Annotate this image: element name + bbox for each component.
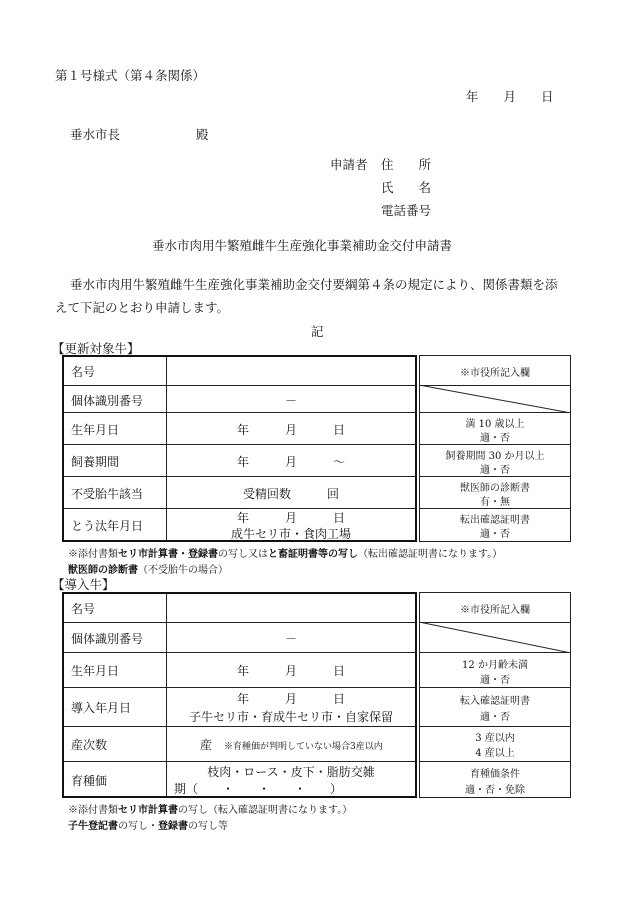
intro-source-value: 子牛セリ市・育成牛セリ市・自家保留: [188, 710, 393, 724]
office-breeding-1: 育種価条件: [470, 769, 520, 780]
office-intro-2: 適・否: [480, 712, 510, 723]
cull-date-value: 年 月 日: [236, 511, 345, 525]
intro-date-value: 年 月 日: [236, 692, 345, 706]
address-label: 住 所: [381, 157, 432, 172]
breeding-traits-value: 枝肉・ロース・皮下・脂肪交雑: [207, 765, 375, 779]
row-birth-label: 生年月日: [71, 423, 120, 437]
office-header: ※市役所記入欄: [460, 605, 530, 616]
row-id-label: 個体識別番号: [71, 394, 144, 408]
office-period-2: 適・否: [480, 465, 510, 476]
breeding-period-value: 期（ ・ ・ ・ ）: [174, 782, 343, 796]
diagonal-line: [419, 622, 571, 653]
office-birth-1: 12 か月齢未満: [462, 660, 528, 671]
office-infertile-1: 獣医師の診断書: [460, 483, 530, 494]
section2-note-2: 子牛登記書の写し・登録書の写し等: [68, 821, 228, 832]
section1-note-2: 獣医師の診断書（不受胎牛の場合）: [68, 565, 228, 576]
office-intro-1: 転入確認証明書: [460, 696, 530, 707]
id-dash: －: [284, 632, 297, 646]
row-birth-label: 生年月日: [71, 664, 120, 678]
office-birth-2: 適・否: [480, 675, 510, 686]
office-cull-1: 転出確認証明書: [460, 515, 530, 526]
row-parity-label: 産次数: [71, 738, 108, 752]
period-value: 年 月 ～: [236, 455, 345, 469]
birth-date-value: 年 月 日: [236, 423, 345, 437]
id-dash: －: [284, 394, 297, 408]
office-birth-1: 満 10 歳以上: [465, 419, 525, 430]
date-line: 年 月 日: [466, 89, 554, 104]
document-title: 垂水市肉用牛繁殖雌牛生産強化事業補助金交付申請書: [152, 238, 453, 253]
body-line-2: えて下記のとおり申請します。: [55, 300, 230, 315]
infertile-value: 受精回数 回: [242, 487, 339, 501]
birth-date-value: 年 月 日: [236, 664, 345, 678]
row-id-label: 個体識別番号: [71, 632, 144, 646]
section1-heading: 【更新対象牛】: [52, 341, 140, 356]
form-number: 第１号様式（第４条関係）: [55, 68, 206, 83]
cull-place-value: 成牛セリ市・食肉工場: [230, 527, 351, 541]
office-breeding-2: 適・否・免除: [465, 785, 525, 796]
addressee: 垂水市長: [70, 127, 121, 142]
section2-heading: 【導入牛】: [52, 577, 115, 592]
applicant-label: 申請者: [330, 157, 368, 172]
phone-label: 電話番号: [381, 203, 432, 218]
office-infertile-2: 有・無: [480, 497, 510, 508]
office-period-1: 飼養期間 30 か月以上: [445, 451, 545, 462]
honorific: 殿: [196, 127, 209, 142]
row-cull-label: とう汰年月日: [71, 519, 144, 533]
name-label: 氏 名: [381, 180, 432, 195]
office-parity-1: 3 産以内: [475, 733, 515, 744]
row-breeding-label: 育種価: [71, 774, 108, 788]
section1-note-1: ※添付書類セリ市計算書・登録書の写し又はと畜証明書等の写し（転出確認証明書になります。）: [68, 549, 503, 560]
office-birth-2: 適・否: [480, 433, 510, 444]
row-name-label: 名号: [71, 365, 96, 379]
office-header: ※市役所記入欄: [460, 368, 530, 379]
parity-note: ※育種価が判明していない場合3産以内: [224, 742, 383, 752]
office-cull-2: 適・否: [480, 529, 510, 540]
row-infertile-label: 不受胎牛該当: [71, 487, 144, 501]
section2-note-1: ※添付書類セリ市計算書の写し（転入確認証明書になります。）: [68, 805, 353, 816]
row-intro-label: 導入年月日: [71, 701, 132, 715]
ki-mark: 記: [311, 324, 324, 339]
office-parity-2: 4 産以上: [475, 748, 515, 759]
row-period-label: 飼養期間: [71, 455, 120, 469]
diagonal-line: [419, 385, 571, 413]
parity-value: 産: [200, 738, 213, 752]
row-name-label: 名号: [71, 602, 96, 616]
body-line-1: 垂水市肉用牛繁殖雌牛生産強化事業補助金交付要綱第４条の規定により、関係書類を添: [70, 277, 558, 292]
